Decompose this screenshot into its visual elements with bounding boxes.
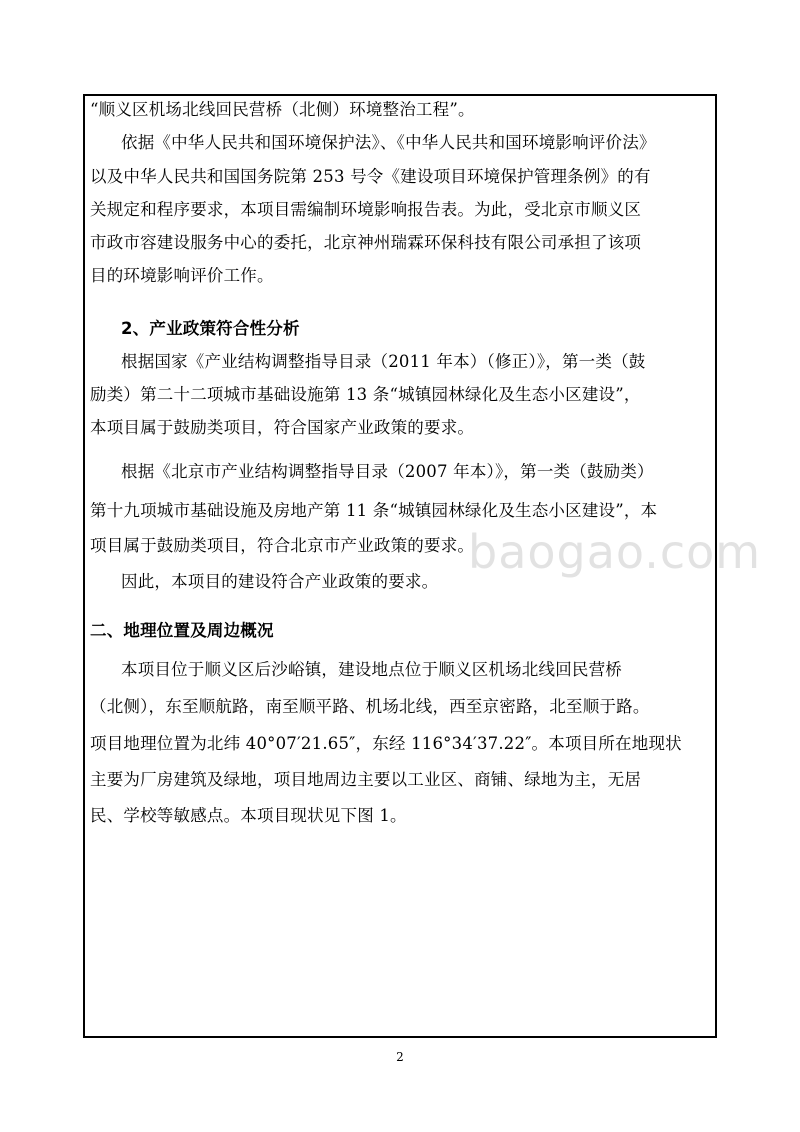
text-line: 主要为厂房建筑及绿地，项目地周边主要以工业区、商铺、绿地为主，无居	[90, 770, 642, 789]
watermark: baogao.com	[468, 525, 762, 579]
text-line: 根据《北京市产业结构调整指导目录（2007 年本）》，第一类（鼓励类）	[121, 462, 654, 481]
text-line: 因此，本项目的建设符合产业政策的要求。	[121, 572, 439, 591]
page-number: 2	[396, 1050, 404, 1064]
text-line: 本项目位于顺义区后沙峪镇，建设地点位于顺义区机场北线回民营桥	[121, 660, 622, 679]
text-line: 项目属于鼓励类项目，符合北京市产业政策的要求。	[90, 536, 475, 555]
text-line: （北侧），东至顺航路，南至顺平路、机场北线，西至京密路，北至顺于路。	[90, 697, 650, 716]
text-line: 关规定和程序要求，本项目需编制环境影响报告表。为此，受北京市顺义区	[90, 200, 642, 219]
text-line: 市政市容建设服务中心的委托，北京神州瑞霖环保科技有限公司承担了该项	[90, 233, 642, 252]
text-line: 第十九项城市基础设施及房地产第 11 条“城镇园林绿化及生态小区建设”，本	[90, 501, 658, 520]
text-line: 依据《中华人民共和国环境保护法》、《中华人民共和国环境影响评价法》	[121, 133, 656, 152]
section-heading: 2、产业政策符合性分析	[121, 319, 300, 338]
text-line: 以及中华人民共和国国务院第 253 号令《建设项目环境保护管理条例》的有	[90, 167, 651, 186]
text-line: 根据国家《产业结构调整指导目录（2011 年本）（修正）》，第一类（鼓	[121, 352, 646, 371]
text-line: 项目地理位置为北纬 40°07′21.65″，东经 116°34′37.22″。本项目所在地现状	[90, 734, 682, 753]
text-line: 本项目属于鼓励类项目，符合国家产业政策的要求。	[90, 418, 475, 437]
chapter-heading: 二、地理位置及周边概况	[90, 621, 274, 640]
text-line: 民、学校等敏感点。本项目现状见下图 1。	[90, 806, 407, 825]
text-line: 目的环境影响评价工作。	[90, 266, 274, 285]
text-line: “顺义区机场北线回民营桥（北侧）环境整治工程”。	[90, 100, 475, 119]
text-line: 励类）第二十二项城市基础设施第 13 条“城镇园林绿化及生态小区建设”，	[90, 385, 641, 404]
